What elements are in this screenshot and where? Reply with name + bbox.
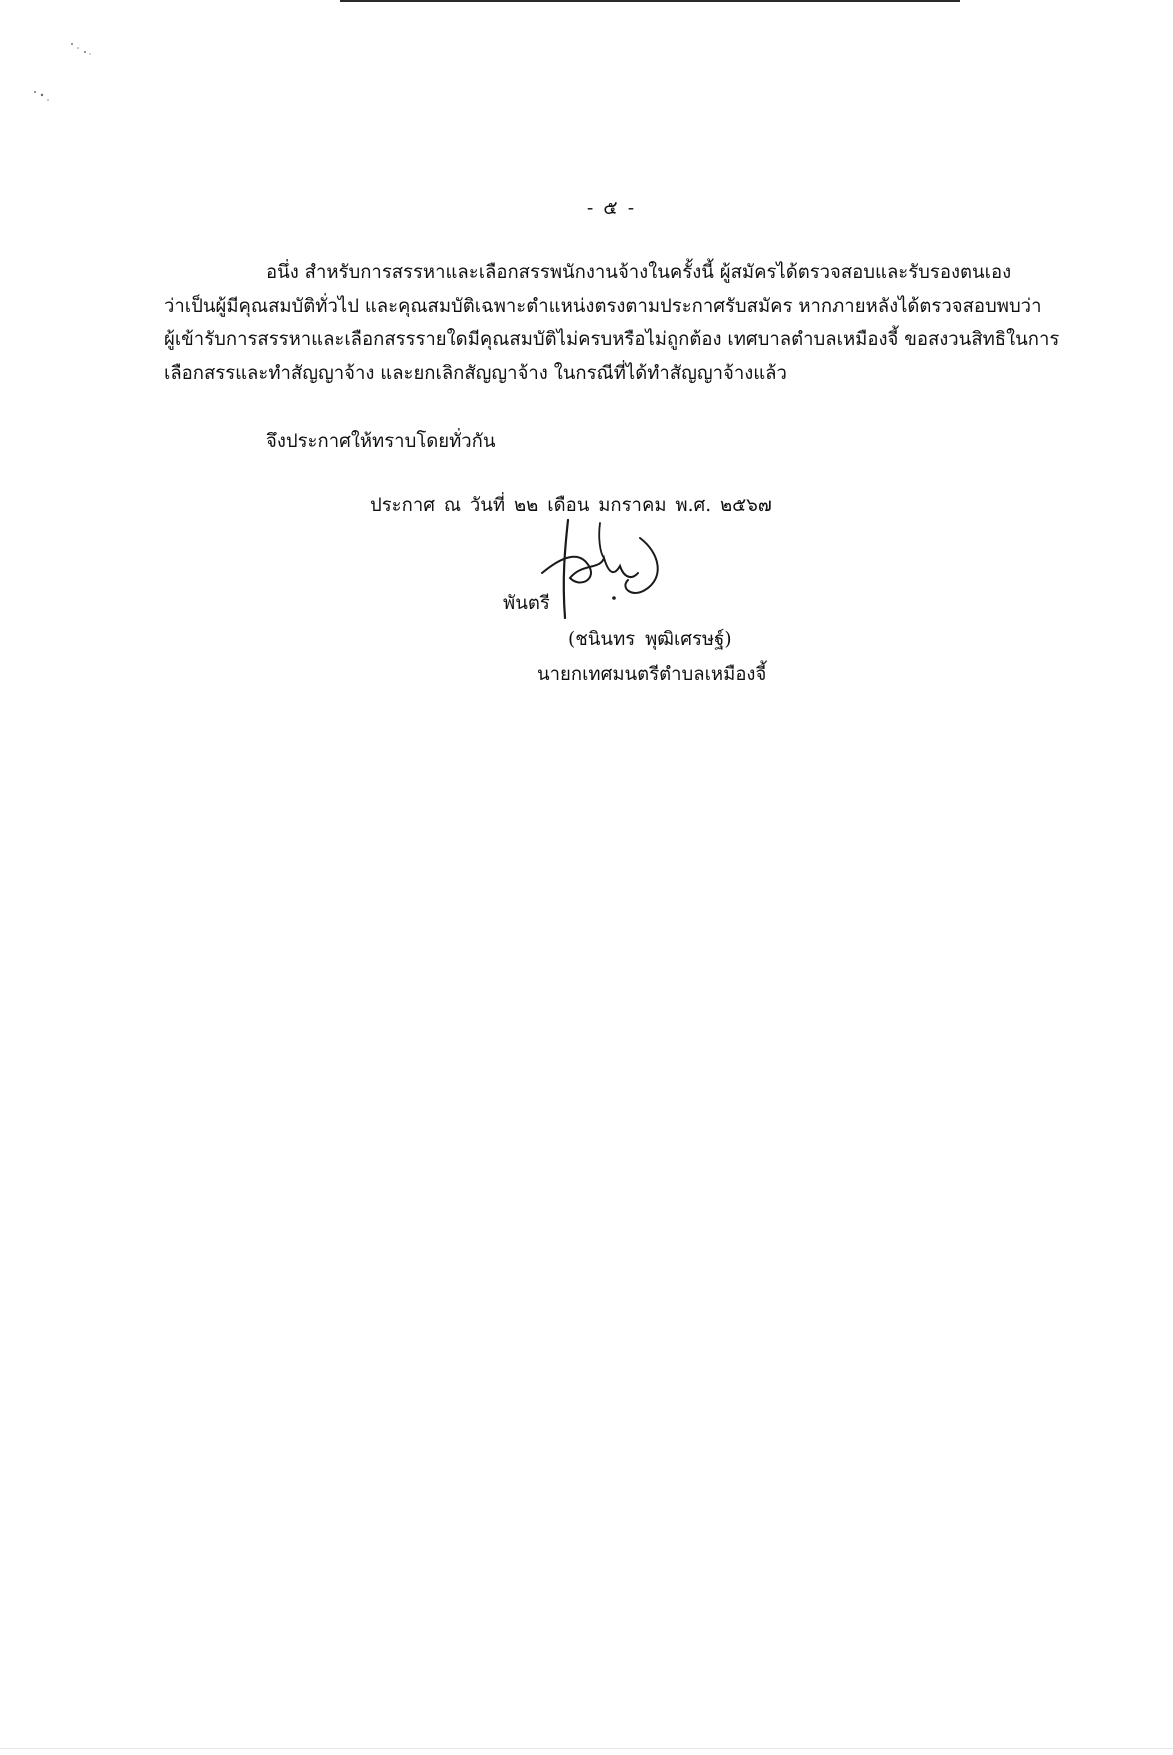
signatory-rank: พันตรี <box>503 593 550 614</box>
signatory-title: นายกเทศมนตรีตำบลเหมืองจี้ <box>537 664 767 685</box>
bottom-edge-line <box>0 1748 1173 1749</box>
body-line: เลือกสรรและทำสัญญาจ้าง และยกเลิกสัญญาจ้าง ในกรณีที่ได้ทำสัญญาจ้างแล้ว <box>164 362 787 384</box>
top-edge-line <box>340 0 960 2</box>
page-number: - ๕ - <box>586 197 637 219</box>
announcement-date: ประกาศ ณ วันที่ ๒๒ เดือน มกราคม พ.ศ. ๒๕๖๗ <box>370 495 772 516</box>
body-line: ผู้เข้ารับการสรรหาและเลือกสรรรายใดมีคุณสมบัติไม่ครบหรือไม่ถูกต้อง เทศบาลตำบลเหมืองจี้ ขอสงวนสิทธิในการ <box>164 329 1060 350</box>
scan-specks <box>30 40 120 120</box>
body-line: ว่าเป็นผู้มีคุณสมบัติทั่วไป และคุณสมบัติเฉพาะตำแหน่งตรงตามประกาศรับสมัคร หากภายหลังได้ตรวจสอบพบว่า <box>164 295 1042 317</box>
body-paragraph <box>164 256 1084 390</box>
body-line: อนึ่ง สำหรับการสรรหาและเลือกสรรพนักงานจ้างในครั้งนี้ ผู้สมัครได้ตรวจสอบและรับรองตนเอง <box>266 262 1012 283</box>
closing-statement: จึงประกาศให้ทราบโดยทั่วกัน <box>266 431 496 452</box>
signatory-name: (ชนินทร พุฒิเศรษฐ์) <box>568 629 732 650</box>
handwritten-signature <box>520 518 680 638</box>
